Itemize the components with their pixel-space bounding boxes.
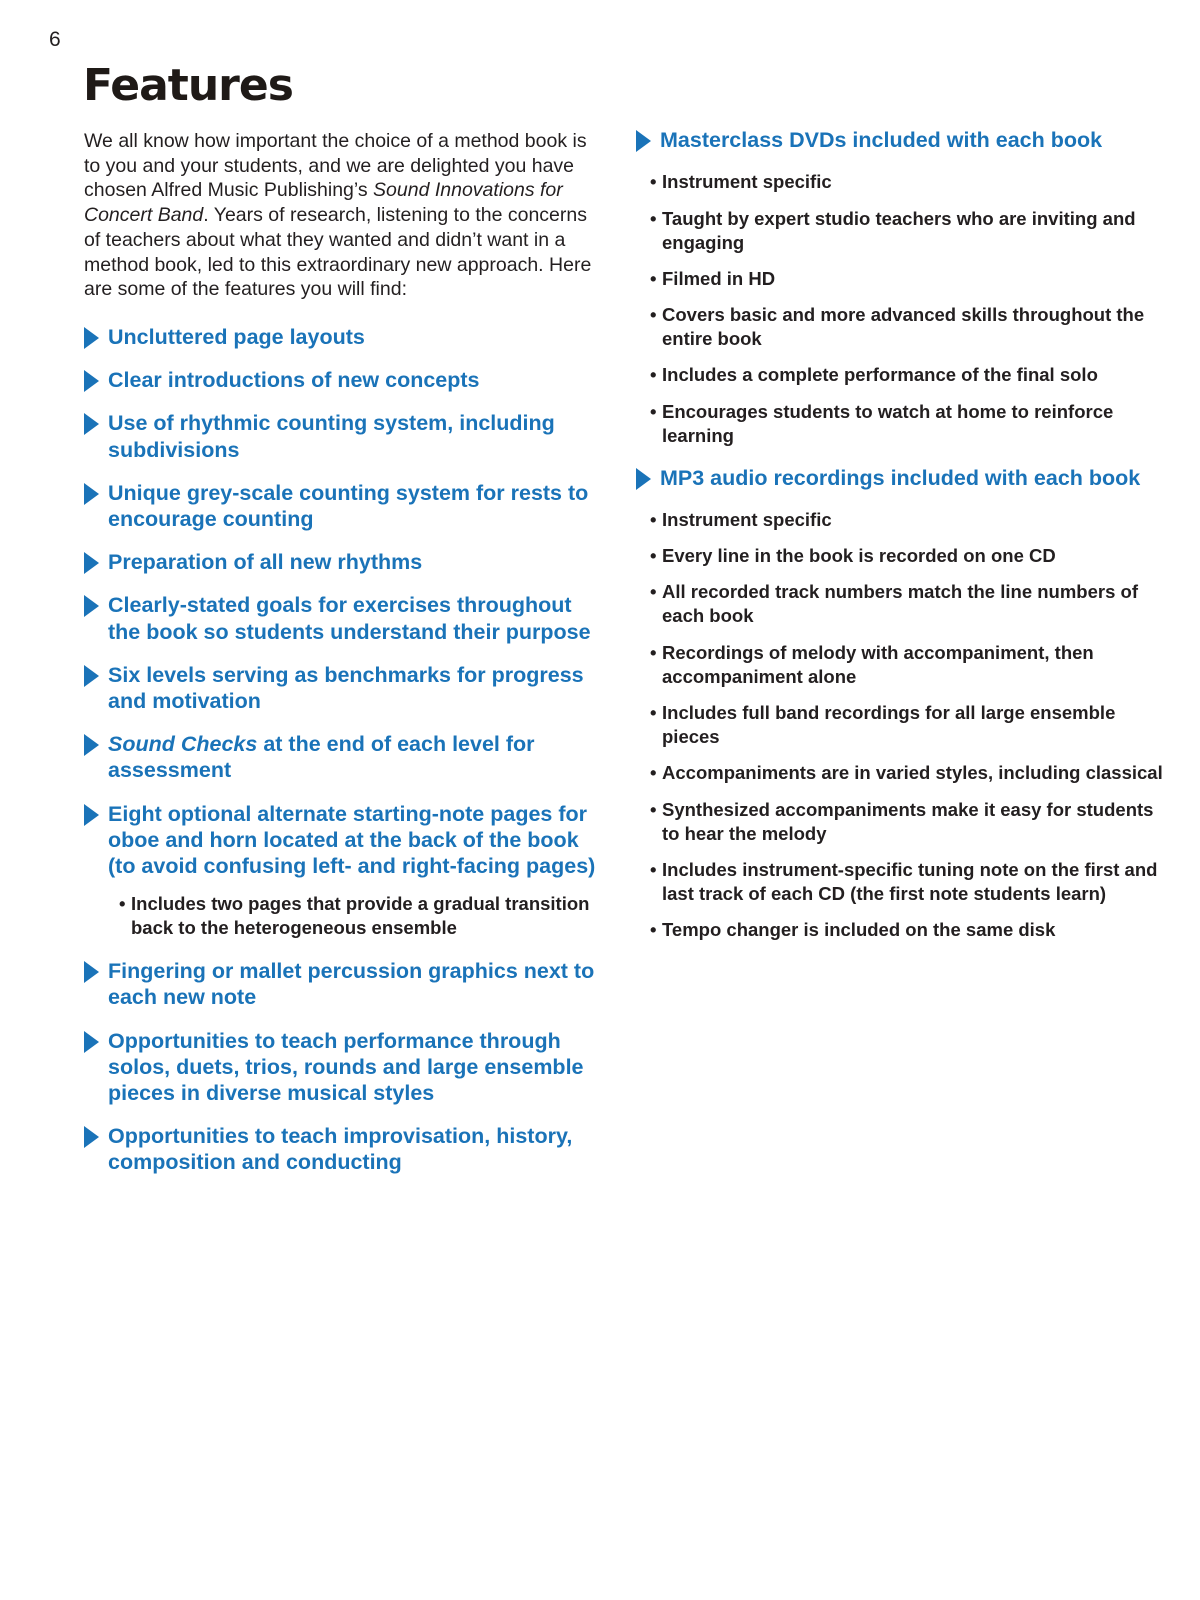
feature-item: Sound Checks at the end of each level for assessment xyxy=(84,731,599,783)
feature-item: Clear introductions of new concepts xyxy=(84,367,599,393)
list-item: • Covers basic and more advanced skills throughout the entire book xyxy=(650,303,1176,351)
list-item: • Instrument specific xyxy=(650,170,1176,194)
arrow-bullet-icon xyxy=(636,130,651,152)
arrow-bullet-icon xyxy=(84,327,99,349)
mp3-items-list xyxy=(650,508,1176,942)
feature-item: Unique grey-scale counting system for rests to encourage counting xyxy=(84,480,599,532)
list-item: • Taught by expert studio teachers who are inviting and engaging xyxy=(650,207,1176,255)
dvd-items-list xyxy=(650,170,1176,447)
mp3-section-heading: MP3 audio recordings included with each book xyxy=(636,465,1176,491)
list-item: • Synthesized accompaniments make it easy for students to hear the melody xyxy=(650,798,1176,846)
arrow-bullet-icon xyxy=(84,483,99,505)
arrow-bullet-icon xyxy=(84,370,99,392)
list-item: • Instrument specific xyxy=(650,508,1176,532)
list-item: • Accompaniments are in varied styles, including classical xyxy=(650,761,1176,785)
sound-checks-title: Sound Checks xyxy=(108,732,258,757)
arrow-bullet-icon xyxy=(84,595,99,617)
list-item: • Tempo changer is included on the same disk xyxy=(650,918,1176,942)
list-item: • Recordings of melody with accompaniment, then accompaniment alone xyxy=(650,641,1176,689)
list-item: • Includes instrument-specific tuning note on the first and last track of each CD (the first note students learn) xyxy=(650,858,1176,906)
feature-item: Fingering or mallet percussion graphics next to each new note xyxy=(84,958,599,1010)
list-item: • Includes a complete performance of the final solo xyxy=(650,363,1176,387)
arrow-bullet-icon xyxy=(84,1031,99,1053)
arrow-bullet-icon xyxy=(84,734,99,756)
feature-item: Eight optional alternate starting-note pages for oboe and horn located at the back of the book (to avoid confusing left- and right-facing pages) xyxy=(84,801,599,880)
feature-item: Uncluttered page layouts xyxy=(84,324,599,350)
feature-item: Opportunities to teach performance through solos, duets, trios, rounds and large ensemble pieces in diverse musical styles xyxy=(84,1028,599,1107)
feature-item: Preparation of all new rhythms xyxy=(84,549,599,575)
page-title: Features xyxy=(83,60,293,111)
list-item: • All recorded track numbers match the line numbers of each book xyxy=(650,580,1176,628)
arrow-bullet-icon xyxy=(636,468,651,490)
intro-paragraph xyxy=(84,129,599,302)
page-number: 6 xyxy=(49,28,61,51)
feature-item: Clearly-stated goals for exercises throughout the book so students understand their purpose xyxy=(84,592,599,644)
dvd-section-heading: Masterclass DVDs included with each book xyxy=(636,127,1176,153)
feature-item: Six levels serving as benchmarks for progress and motivation xyxy=(84,662,599,714)
list-item: • Includes full band recordings for all large ensemble pieces xyxy=(650,701,1176,749)
arrow-bullet-icon xyxy=(84,804,99,826)
right-column xyxy=(636,127,1176,959)
intro-text-start: We all know how important the choice of a method book is to you and your students, and we are delighted you have chosen Alfred Music Publishing’s xyxy=(84,130,587,202)
feature-item: Use of rhythmic counting system, including subdivisions xyxy=(84,410,599,462)
arrow-bullet-icon xyxy=(84,413,99,435)
intro-text-end: . Years of research, listening to the concerns of teachers about what they wanted and didn’t want in a method book, led to this extraordinary new approach. Here are some of the features you will find: xyxy=(84,204,592,301)
arrow-bullet-icon xyxy=(84,665,99,687)
list-item: • Encourages students to watch at home to reinforce learning xyxy=(650,400,1176,448)
sub-list-item: • Includes two pages that provide a gradual transition back to the heterogeneous ensemble xyxy=(119,892,599,940)
book-title: Sound Innovations for Concert Band xyxy=(84,179,563,227)
feature-sub-list xyxy=(119,892,599,940)
arrow-bullet-icon xyxy=(84,552,99,574)
arrow-bullet-icon xyxy=(84,1126,99,1148)
left-column xyxy=(84,129,599,1193)
feature-item: Opportunities to teach improvisation, history, composition and conducting xyxy=(84,1123,599,1175)
arrow-bullet-icon xyxy=(84,961,99,983)
list-item: • Filmed in HD xyxy=(650,267,1176,291)
list-item: • Every line in the book is recorded on one CD xyxy=(650,544,1176,568)
